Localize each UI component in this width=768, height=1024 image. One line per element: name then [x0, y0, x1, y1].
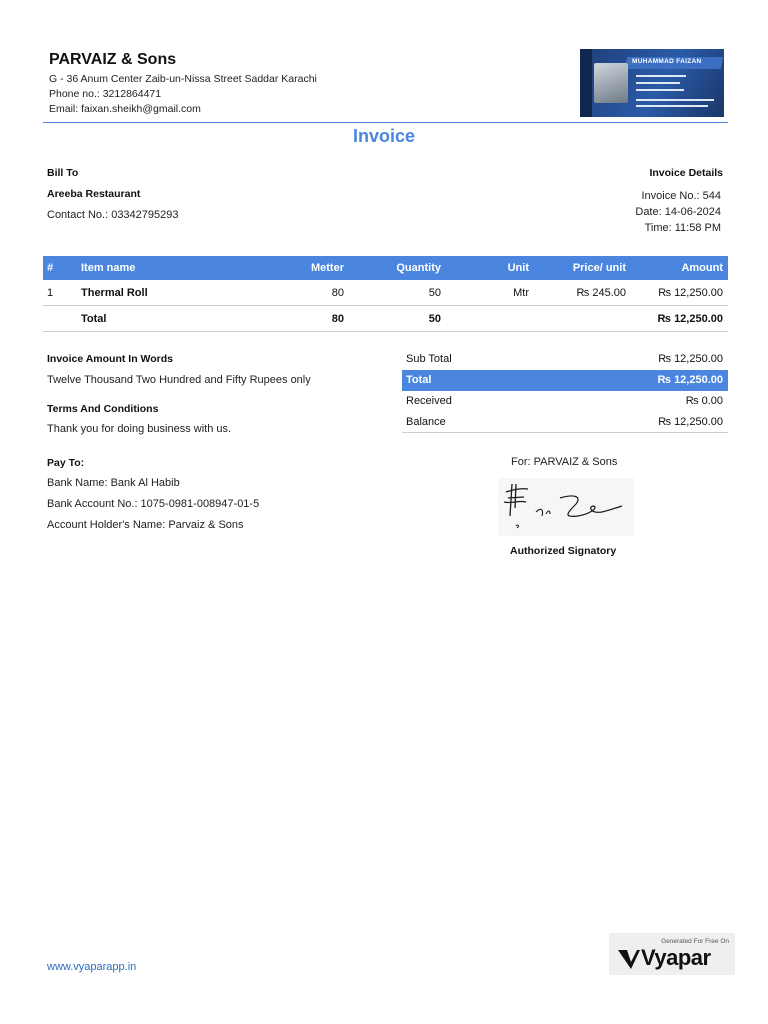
total-quantity: 50: [428, 313, 441, 325]
balance-label: Balance: [406, 416, 446, 428]
received-value: ₨ 0.00: [685, 395, 723, 407]
total-summary-value: ₨ 12,250.00: [657, 374, 723, 386]
customer-contact: Contact No.: 03342795293: [47, 209, 179, 221]
invoice-header: [43, 48, 728, 123]
account-holder-name: Account Holder's Name: Parvaiz & Sons: [47, 519, 244, 531]
subtotal-label: Sub Total: [406, 353, 452, 365]
col-price: Price/ unit: [572, 262, 626, 274]
product-photo: [594, 63, 628, 103]
col-item-name: Item name: [81, 262, 136, 274]
row-amount: ₨ 12,250.00: [658, 287, 723, 299]
col-quantity: Quantity: [396, 262, 441, 274]
company-address: G - 36 Anum Center Zaib-un-Nissa Street Saddar Karachi: [49, 73, 317, 85]
amount-words-value: Twelve Thousand Two Hundred and Fifty Rupees only: [47, 374, 311, 386]
col-metter: Metter: [310, 262, 344, 274]
customer-name: Areeba Restaurant: [47, 188, 141, 200]
received-label: Received: [406, 395, 452, 407]
invoice-details-label: Invoice Details: [649, 167, 723, 179]
row-quantity: 50: [428, 287, 441, 299]
total-metter: 80: [331, 313, 344, 325]
company-name: PARVAIZ & Sons: [49, 51, 177, 68]
summary-row-total: [402, 370, 728, 391]
summary-row-subtotal: [402, 349, 728, 370]
summary-row-balance: [402, 412, 728, 433]
terms-label: Terms And Conditions: [47, 403, 159, 415]
row-item-name: Thermal Roll: [81, 287, 148, 299]
total-amount: ₨ 12,250.00: [657, 313, 723, 325]
total-summary-label: Total: [406, 374, 432, 386]
vyapar-brand: Vyapar: [641, 945, 711, 970]
summary-table: [402, 349, 728, 433]
generated-text: Generated For Free On: [661, 938, 729, 945]
table-header: [43, 256, 728, 280]
invoice-date: Date: 14-06-2024: [635, 206, 721, 218]
balance-value: ₨ 12,250.00: [658, 416, 723, 428]
row-price: ₨ 245.00: [576, 287, 626, 299]
table-row: [43, 280, 728, 306]
row-unit: Mtr: [513, 287, 529, 299]
authorized-signatory-label: Authorized Signatory: [510, 545, 617, 557]
company-email: Email: faixan.sheikh@gmail.com: [49, 103, 201, 115]
subtotal-value: ₨ 12,250.00: [658, 353, 723, 365]
website-link[interactable]: www.vyaparapp.in: [47, 961, 137, 973]
vyapar-badge: [609, 933, 735, 975]
signature-icon: [498, 478, 634, 536]
signature-image: [498, 478, 634, 536]
header-divider: [43, 122, 728, 123]
table-total-row: [43, 306, 728, 332]
row-metter: 80: [331, 287, 344, 299]
pay-to-label: Pay To:: [47, 457, 85, 469]
summary-row-received: [402, 391, 728, 412]
terms-value: Thank you for doing business with us.: [47, 423, 232, 435]
col-amount: Amount: [681, 262, 723, 274]
total-label: Total: [81, 313, 107, 325]
row-index: 1: [47, 287, 54, 299]
bank-account-number: Bank Account No.: 1075-0981-008947-01-5: [47, 498, 260, 510]
invoice-number: Invoice No.: 544: [641, 190, 721, 202]
bill-to-label: Bill To: [47, 167, 79, 179]
signatory-company: For: PARVAIZ & Sons: [511, 456, 618, 468]
invoice-title: Invoice: [352, 126, 416, 146]
vyapar-logo-icon: [617, 948, 641, 970]
col-index: #: [47, 262, 54, 274]
items-table: [43, 256, 728, 332]
company-phone: Phone no.: 3212864471: [49, 88, 162, 100]
col-unit: Unit: [507, 262, 529, 274]
amount-words-label: Invoice Amount In Words: [47, 353, 174, 365]
bank-name: Bank Name: Bank Al Habib: [47, 477, 180, 489]
invoice-time: Time: 11:58 PM: [644, 222, 721, 234]
business-card-logo: [580, 49, 724, 117]
logo-name: MUHAMMAD FAIZAN: [632, 58, 702, 65]
